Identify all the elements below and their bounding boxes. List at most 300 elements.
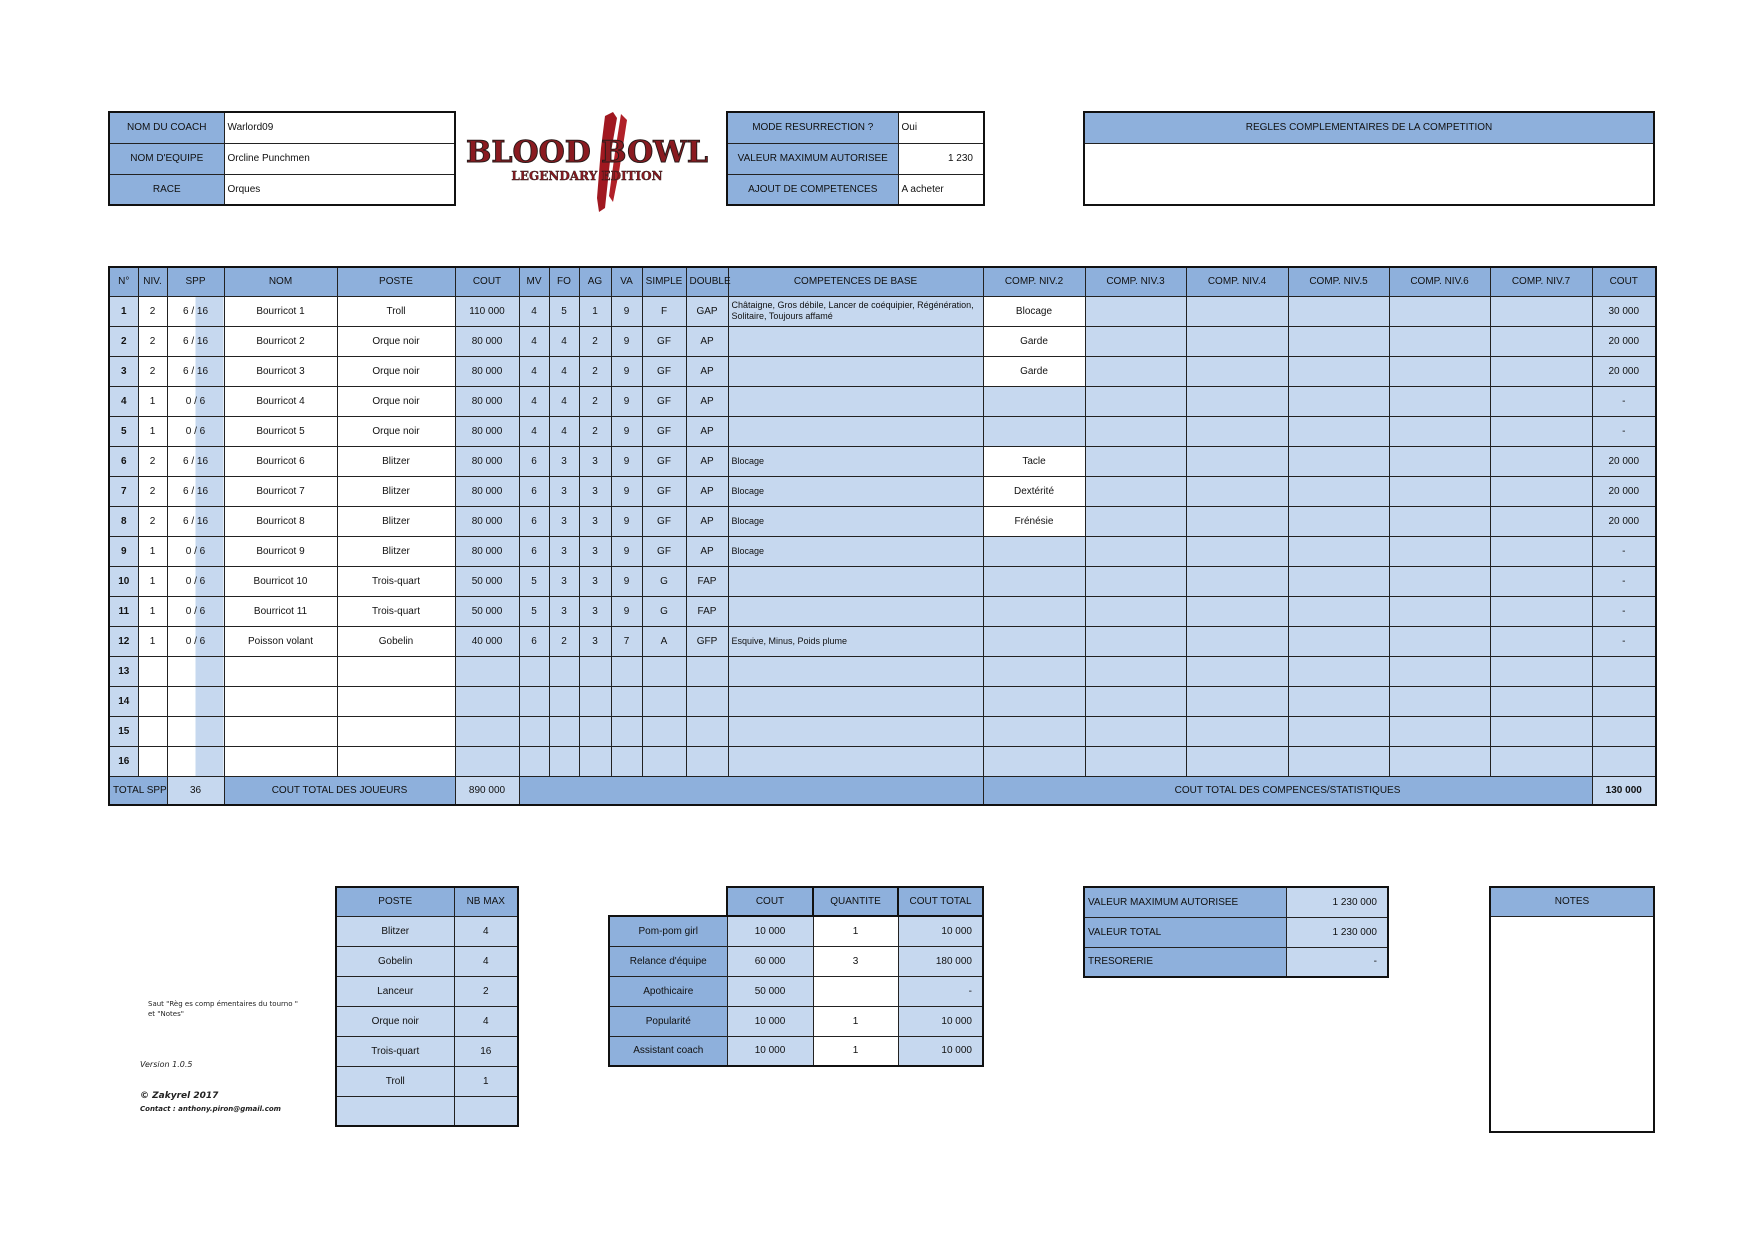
player-skill-lvl6[interactable] [1389,746,1490,776]
player-level[interactable] [138,716,167,746]
player-number: 8 [109,506,138,536]
player-simple: GF [642,386,686,416]
player-skill-lvl3[interactable] [1085,506,1186,536]
player-position[interactable]: Troll [337,296,455,326]
player-name[interactable] [224,686,337,716]
player-skill-lvl3[interactable] [1085,296,1186,326]
player-skill-cost [1592,746,1656,776]
player-name[interactable]: Bourricot 3 [224,356,337,386]
player-skill-lvl4[interactable] [1186,716,1288,746]
player-position[interactable]: Trois-quart [337,566,455,596]
player-mv: 4 [519,296,549,326]
player-mv [519,656,549,686]
player-level[interactable]: 2 [138,506,167,536]
player-spp[interactable] [167,596,224,626]
player-skill-lvl6[interactable] [1389,296,1490,326]
player-position[interactable]: Orque noir [337,386,455,416]
player-skill-lvl5[interactable] [1288,596,1389,626]
player-spp[interactable] [167,296,224,326]
poste-max: 2 [454,976,518,1006]
player-skill-lvl2[interactable] [983,686,1085,716]
extra-quantity[interactable]: 3 [813,946,898,976]
player-skill-lvl7[interactable] [1490,446,1592,476]
player-skill-lvl7[interactable] [1490,506,1592,536]
player-level[interactable]: 1 [138,536,167,566]
player-number: 9 [109,536,138,566]
player-ag: 3 [579,446,611,476]
player-ag: 3 [579,596,611,626]
player-base-skills [728,416,983,446]
player-double: AP [686,416,728,446]
extra-cost: 10 000 [727,1006,813,1036]
player-skill-lvl4[interactable] [1186,476,1288,506]
player-cost: 80 000 [455,326,519,356]
player-skill-lvl4[interactable] [1186,296,1288,326]
player-level[interactable]: 2 [138,356,167,386]
extra-row [609,916,983,946]
coach-value[interactable]: Orques [224,174,455,205]
poste-max: 16 [454,1036,518,1066]
mode-value[interactable]: A acheter [898,174,984,205]
player-skill-lvl3[interactable] [1085,536,1186,566]
player-skill-lvl5[interactable] [1288,536,1389,566]
player-skill-cost: - [1592,386,1656,416]
cout-joueurs-value: 890 000 [455,776,519,805]
roster-header-3: NOM [224,267,337,296]
player-skill-lvl7[interactable] [1490,416,1592,446]
roster-header-2: SPP [167,267,224,296]
player-position[interactable] [337,686,455,716]
player-position[interactable]: Orque noir [337,326,455,356]
player-spp[interactable] [167,686,224,716]
extra-row [609,946,983,976]
player-level[interactable]: 2 [138,446,167,476]
player-skill-lvl2[interactable] [983,656,1085,686]
player-skill-lvl3[interactable] [1085,356,1186,386]
player-skill-lvl2[interactable] [983,386,1085,416]
player-skill-lvl7[interactable] [1490,626,1592,656]
player-skill-lvl4[interactable] [1186,746,1288,776]
spp-value: 6 [182,335,189,347]
player-level[interactable] [138,746,167,776]
spp-separator: / [191,575,200,587]
player-skill-lvl3[interactable] [1085,446,1186,476]
coach-label: NOM DU COACH [109,112,224,143]
player-spp[interactable] [167,506,224,536]
logo-title: BLOOD BOWL [465,135,709,170]
player-skill-lvl6[interactable] [1389,326,1490,356]
player-simple [642,656,686,686]
postes-header-max: NB MAX [454,887,518,916]
player-level[interactable]: 1 [138,626,167,656]
player-ag: 3 [579,536,611,566]
player-skill-lvl5[interactable] [1288,626,1389,656]
player-simple: GF [642,416,686,446]
player-name[interactable]: Bourricot 5 [224,416,337,446]
coach-value[interactable]: Orcline Punchmen [224,143,455,174]
extra-quantity[interactable] [813,976,898,1006]
player-base-skills: Blocage [728,446,983,476]
player-cost [455,716,519,746]
coach-value[interactable]: Warlord09 [224,112,455,143]
player-skill-lvl2[interactable] [983,416,1085,446]
player-base-skills: Esquive, Minus, Poids plume [728,626,983,656]
player-spp[interactable] [167,326,224,356]
player-skill-lvl7[interactable] [1490,476,1592,506]
player-skill-lvl7[interactable] [1490,566,1592,596]
player-spp[interactable] [167,416,224,446]
player-level[interactable] [138,656,167,686]
player-number: 10 [109,566,138,596]
player-skill-lvl3[interactable] [1085,746,1186,776]
player-position[interactable] [337,656,455,686]
player-skill-cost: - [1592,566,1656,596]
player-skill-lvl5[interactable] [1288,296,1389,326]
extras-corner [609,887,727,916]
player-skill-cost: - [1592,596,1656,626]
player-simple: G [642,596,686,626]
player-name[interactable]: Bourricot 11 [224,596,337,626]
player-spp[interactable] [167,476,224,506]
spp-value: 0 [185,545,192,557]
player-level[interactable]: 1 [138,416,167,446]
player-skill-lvl7[interactable] [1490,386,1592,416]
player-skill-lvl7[interactable] [1490,326,1592,356]
player-number: 6 [109,446,138,476]
player-level[interactable] [138,686,167,716]
player-skill-lvl3[interactable] [1085,596,1186,626]
player-spp[interactable] [167,446,224,476]
player-skill-lvl6[interactable] [1389,566,1490,596]
player-skill-lvl7[interactable] [1490,536,1592,566]
player-skill-lvl4[interactable] [1186,446,1288,476]
player-name[interactable]: Bourricot 8 [224,506,337,536]
player-position[interactable]: Gobelin [337,626,455,656]
player-ag: 3 [579,476,611,506]
player-skill-lvl5[interactable] [1288,326,1389,356]
player-skill-lvl6[interactable] [1389,656,1490,686]
player-skill-lvl4[interactable] [1186,686,1288,716]
player-position[interactable]: Trois-quart [337,596,455,626]
player-skill-lvl2[interactable]: Garde [983,356,1085,386]
poste-row [336,1066,518,1096]
player-skill-lvl2[interactable]: Garde [983,326,1085,356]
player-skill-lvl6[interactable] [1389,476,1490,506]
player-skill-lvl7[interactable] [1490,686,1592,716]
player-skill-lvl3[interactable] [1085,656,1186,686]
player-ag: 2 [579,326,611,356]
player-base-skills: Blocage [728,476,983,506]
player-skill-lvl5[interactable] [1288,386,1389,416]
spp-value: 6 [182,515,189,527]
player-mv: 4 [519,326,549,356]
extra-label: Relance d'équipe [609,946,727,976]
player-simple: G [642,566,686,596]
valeur-row [1084,887,1388,917]
player-cost: 50 000 [455,566,519,596]
player-skill-lvl4[interactable] [1186,416,1288,446]
player-ag: 3 [579,506,611,536]
player-cost: 80 000 [455,386,519,416]
player-fo: 3 [549,596,579,626]
player-mv: 4 [519,356,549,386]
player-fo: 3 [549,536,579,566]
player-base-skills [728,566,983,596]
player-skill-lvl3[interactable] [1085,686,1186,716]
poste-max: 1 [454,1066,518,1096]
player-skill-lvl2[interactable]: Tacle [983,446,1085,476]
player-skill-cost: 20 000 [1592,356,1656,386]
player-skill-lvl7[interactable] [1490,356,1592,386]
spp-separator: / [188,305,197,317]
player-skill-lvl5[interactable] [1288,476,1389,506]
player-skill-lvl4[interactable] [1186,596,1288,626]
player-ag: 2 [579,386,611,416]
player-name[interactable] [224,716,337,746]
player-spp[interactable] [167,356,224,386]
extra-quantity[interactable]: 1 [813,916,898,946]
player-cost: 80 000 [455,476,519,506]
player-skill-lvl2[interactable] [983,716,1085,746]
mode-value[interactable]: 1 230 [898,143,984,174]
player-skill-lvl2[interactable] [983,536,1085,566]
total-spp-value: 36 [167,776,224,805]
player-skill-lvl6[interactable] [1389,626,1490,656]
player-position[interactable]: Blitzer [337,506,455,536]
player-name[interactable]: Bourricot 2 [224,326,337,356]
mode-label: MODE RESURRECTION ? [727,112,898,143]
player-number: 2 [109,326,138,356]
player-level[interactable]: 2 [138,296,167,326]
player-double: AP [686,536,728,566]
spp-max: 6 [199,425,206,437]
player-skill-lvl6[interactable] [1389,686,1490,716]
player-number: 3 [109,356,138,386]
player-skill-lvl7[interactable] [1490,656,1592,686]
player-skill-lvl5[interactable] [1288,356,1389,386]
extra-row [609,1006,983,1036]
player-name[interactable]: Bourricot 1 [224,296,337,326]
extra-total: 10 000 [898,916,983,946]
player-level[interactable]: 2 [138,326,167,356]
player-fo: 2 [549,626,579,656]
player-skill-lvl2[interactable]: Dextérité [983,476,1085,506]
player-cost: 80 000 [455,536,519,566]
player-skill-lvl3[interactable] [1085,386,1186,416]
extra-cost: 10 000 [727,1036,813,1066]
extra-quantity[interactable]: 1 [813,1006,898,1036]
player-skill-lvl6[interactable] [1389,416,1490,446]
player-skill-lvl6[interactable] [1389,716,1490,746]
player-skill-lvl4[interactable] [1186,356,1288,386]
player-skill-cost: 30 000 [1592,296,1656,326]
player-ag: 2 [579,356,611,386]
player-position[interactable]: Blitzer [337,536,455,566]
notes-title: NOTES [1490,887,1654,916]
mode-row [727,174,984,205]
player-skill-lvl2[interactable] [983,626,1085,656]
player-mv: 6 [519,626,549,656]
spp-value: 6 [182,305,189,317]
player-skill-lvl3[interactable] [1085,476,1186,506]
player-skill-cost: 20 000 [1592,446,1656,476]
player-position[interactable]: Orque noir [337,416,455,446]
spp-max: 16 [196,485,209,497]
player-skill-lvl3[interactable] [1085,716,1186,746]
extra-cost: 10 000 [727,916,813,946]
player-skill-lvl6[interactable] [1389,446,1490,476]
hint-text: Saut "Règ es comp émentaires du tourno " et "Notes" [148,1000,298,1018]
player-name[interactable]: Bourricot 6 [224,446,337,476]
player-spp[interactable] [167,536,224,566]
player-skill-lvl5[interactable] [1288,746,1389,776]
player-skill-lvl2[interactable] [983,596,1085,626]
mode-value[interactable]: Oui [898,112,984,143]
player-position[interactable]: Orque noir [337,356,455,386]
player-skill-lvl2[interactable] [983,746,1085,776]
player-skill-lvl6[interactable] [1389,506,1490,536]
player-position[interactable]: Blitzer [337,476,455,506]
player-position[interactable]: Blitzer [337,446,455,476]
player-va [611,686,642,716]
player-spp[interactable] [167,656,224,686]
player-va: 9 [611,446,642,476]
player-skill-lvl3[interactable] [1085,626,1186,656]
player-skill-lvl2[interactable] [983,566,1085,596]
spp-max: 6 [199,395,206,407]
player-skill-lvl5[interactable] [1288,566,1389,596]
player-skill-lvl7[interactable] [1490,716,1592,746]
player-spp[interactable] [167,386,224,416]
roster-header-15: COMP. NIV.4 [1186,267,1288,296]
roster-header-7: FO [549,267,579,296]
player-skill-lvl5[interactable] [1288,656,1389,686]
player-name[interactable]: Bourricot 9 [224,536,337,566]
player-level[interactable]: 1 [138,596,167,626]
player-spp[interactable] [167,626,224,656]
poste-name: Gobelin [336,946,454,976]
player-name[interactable]: Poisson volant [224,626,337,656]
player-skill-lvl6[interactable] [1389,536,1490,566]
player-va: 9 [611,356,642,386]
player-position[interactable] [337,716,455,746]
player-skill-lvl7[interactable] [1490,746,1592,776]
player-name[interactable] [224,656,337,686]
player-skill-lvl4[interactable] [1186,326,1288,356]
poste-row [336,1096,518,1126]
roster-header-12: COMPETENCES DE BASE [728,267,983,296]
player-va [611,746,642,776]
player-skill-lvl4[interactable] [1186,626,1288,656]
player-mv: 4 [519,416,549,446]
player-skill-lvl4[interactable] [1186,386,1288,416]
rules-body[interactable] [1084,143,1654,205]
poste-name: Lanceur [336,976,454,1006]
roster-row [109,656,1656,686]
player-base-skills [728,326,983,356]
spp-value: 0 [185,605,192,617]
roster-header-9: VA [611,267,642,296]
player-skill-lvl5[interactable] [1288,446,1389,476]
player-skill-lvl5[interactable] [1288,686,1389,716]
roster-row [109,596,1656,626]
player-cost: 80 000 [455,446,519,476]
player-skill-lvl3[interactable] [1085,416,1186,446]
extra-quantity[interactable]: 1 [813,1036,898,1066]
player-spp[interactable] [167,716,224,746]
roster-header-14: COMP. NIV.3 [1085,267,1186,296]
player-mv: 4 [519,386,549,416]
player-skill-lvl6[interactable] [1389,386,1490,416]
player-name[interactable] [224,746,337,776]
player-skill-lvl2[interactable]: Blocage [983,296,1085,326]
player-level[interactable]: 2 [138,476,167,506]
player-level[interactable]: 1 [138,566,167,596]
player-level[interactable]: 1 [138,386,167,416]
player-name[interactable]: Bourricot 4 [224,386,337,416]
player-skill-lvl5[interactable] [1288,716,1389,746]
player-skill-cost [1592,656,1656,686]
logo-subtitle: LEGENDARY EDITION [511,169,663,183]
cout-comp-value: 130 000 [1592,776,1656,805]
player-spp[interactable] [167,746,224,776]
coach-row [109,143,455,174]
player-base-skills [728,746,983,776]
player-base-skills: Blocage [728,536,983,566]
player-va: 9 [611,326,642,356]
notes-body[interactable] [1490,916,1654,1132]
player-skill-lvl6[interactable] [1389,356,1490,386]
player-skill-lvl5[interactable] [1288,506,1389,536]
player-skill-lvl6[interactable] [1389,596,1490,626]
player-skill-lvl2[interactable]: Frénésie [983,506,1085,536]
player-mv: 5 [519,566,549,596]
spp-value: 0 [185,395,192,407]
extra-row [609,976,983,1006]
poste-name: Trois-quart [336,1036,454,1066]
player-name[interactable]: Bourricot 7 [224,476,337,506]
player-skill-lvl4[interactable] [1186,536,1288,566]
roster-row [109,686,1656,716]
player-simple: GF [642,446,686,476]
player-spp[interactable] [167,566,224,596]
spp-max: 16 [196,515,209,527]
player-double: FAP [686,566,728,596]
extra-row [609,1036,983,1066]
player-double [686,686,728,716]
player-skill-lvl4[interactable] [1186,506,1288,536]
player-number: 7 [109,476,138,506]
player-skill-lvl7[interactable] [1490,596,1592,626]
player-name[interactable]: Bourricot 10 [224,566,337,596]
player-skill-lvl4[interactable] [1186,566,1288,596]
player-skill-lvl7[interactable] [1490,296,1592,326]
player-fo: 4 [549,356,579,386]
coach-row [109,112,455,143]
roster-header-18: COMP. NIV.7 [1490,267,1592,296]
player-skill-lvl3[interactable] [1085,566,1186,596]
player-simple: GF [642,356,686,386]
player-number: 15 [109,716,138,746]
player-position[interactable] [337,746,455,776]
player-ag [579,686,611,716]
player-skill-lvl5[interactable] [1288,416,1389,446]
spp-max: 16 [196,305,209,317]
player-skill-lvl3[interactable] [1085,326,1186,356]
poste-row [336,916,518,946]
player-skill-lvl4[interactable] [1186,656,1288,686]
contact-text: Contact : anthony.piron@gmail.com [140,1105,281,1113]
